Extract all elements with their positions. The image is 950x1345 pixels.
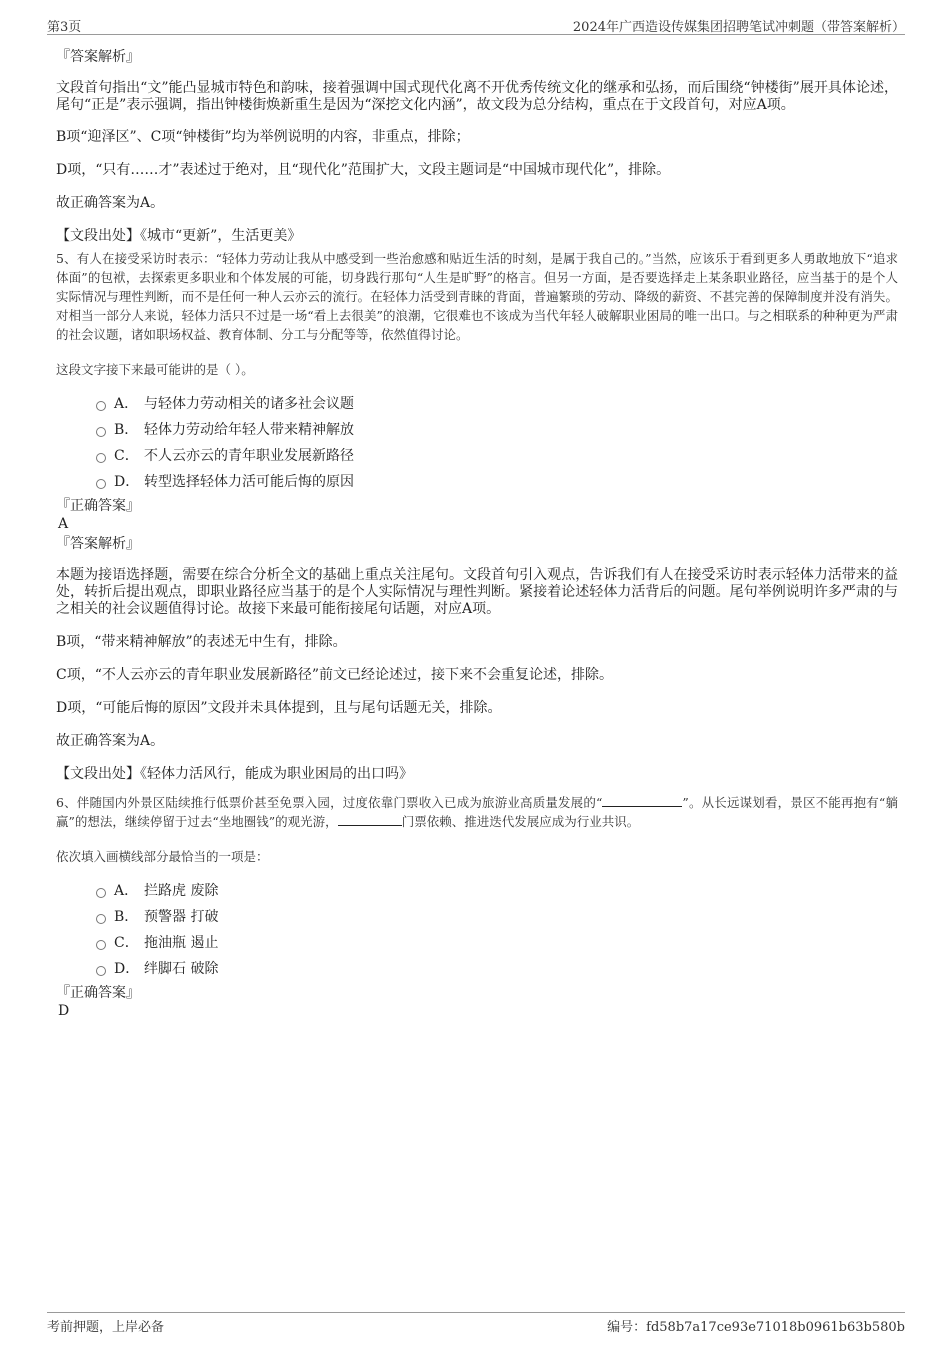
radio-icon[interactable] bbox=[96, 966, 106, 976]
q5-answer: A bbox=[58, 516, 69, 532]
document-code: 编号：fd58b7a17ce93e71018b0961b63b580b bbox=[607, 1320, 905, 1335]
q5-analysis-para-1: 本题为接语选择题，需要在综合分析全文的基础上重点关注尾句。文段首句引入观点，告诉我们有人在接受采访时表示轻体力活带来的益处，转折后提出观点，即职业路径应当基于的是个人实际情况与理性判断。紧接着论述轻体力活背后的问题。尾句举例说明许多严肃的与之相关的社会议题值得讨论。故接下来最可能衔接尾句话题，对应A项。 bbox=[56, 567, 898, 617]
q6-question: 依次填入画横线部分最恰当的一项是： bbox=[56, 849, 269, 864]
q5-option-d[interactable]: D． 转型选择轻体力活可能后悔的原因 bbox=[96, 469, 898, 495]
q4-analysis-para-2: B项“迎泽区”、C项“钟楼街”均为举例说明的内容，非重点，排除； bbox=[56, 129, 470, 145]
radio-icon[interactable] bbox=[96, 479, 106, 489]
page-footer bbox=[47, 1312, 905, 1335]
radio-icon[interactable] bbox=[96, 888, 106, 898]
radio-icon[interactable] bbox=[96, 427, 106, 437]
q6-answer-label: 『正确答案』 bbox=[56, 985, 140, 1001]
page-header bbox=[47, 14, 905, 35]
q5-analysis-label: 『答案解析』 bbox=[56, 536, 140, 552]
q5-analysis-para-2: B项，“带来精神解放”的表述无中生有，排除。 bbox=[56, 634, 347, 650]
q6-options bbox=[56, 878, 898, 982]
q5-option-b[interactable]: B． 轻体力劳动给年轻人带来精神解放 bbox=[96, 417, 898, 443]
q4-analysis-para-3: D项，“只有……才”表述过于绝对，且“现代化”范围扩大，文段主题词是“中国城市现代化”，排除。 bbox=[56, 162, 671, 178]
q5-answer-label: 『正确答案』 bbox=[56, 498, 140, 514]
footer-slogan: 考前押题，上岸必备 bbox=[47, 1320, 165, 1335]
q4-analysis-label: 『答案解析』 bbox=[56, 49, 140, 65]
radio-icon[interactable] bbox=[96, 940, 106, 950]
q6-answer: D bbox=[58, 1003, 70, 1019]
q4-source: 【文段出处】《城市“更新”，生活更美》 bbox=[56, 228, 302, 244]
q5-options bbox=[56, 391, 898, 495]
radio-icon[interactable] bbox=[96, 914, 106, 924]
q5-stem: 5、有人在接受采访时表示：“轻体力劳动让我从中感受到一些治愈感和贴近生活的时刻，是属于我自己的。”当然，应该乐于看到更多人勇敢地放下“追求体面”的包袱，去探索更多职业和个体发展的可能，切身践行那句“人生是旷野”的格言。但另一方面，是否要选择走上某条职业路径，应当基于的是个人实际情况与理性判断，而不是任何一种人云亦云的流行。在轻体力活受到青睐的背面，普遍繁琐的劳动、降级的薪资、不甚完善的保障制度并没有消失。对相当一部分人来说，轻体力活只不过是一场“看上去很美”的浪潮，它很难也不该成为当代年轻人破解职业困局的唯一出口。与之相联系的种种更为严肃的社会议题，诸如职场权益、教育体制、分工与分配等等，依然值得讨论。 bbox=[56, 251, 898, 342]
q6-option-a[interactable]: A． 拦路虎 废除 bbox=[96, 878, 898, 904]
q5-question: 这段文字接下来最可能讲的是（ ）。 bbox=[56, 362, 254, 377]
document-title: 2024年广西造设传媒集团招聘笔试冲刺题（带答案解析） bbox=[572, 20, 905, 35]
fill-blank-1 bbox=[602, 794, 682, 807]
q5-source: 【文段出处】《轻体力活风行，能成为职业困局的出口吗》 bbox=[56, 766, 413, 782]
q5-analysis-para-3: C项，“不人云亦云的青年职业发展新路径”前文已经论述过，接下来不会重复论述，排除。 bbox=[56, 667, 614, 683]
radio-icon[interactable] bbox=[96, 453, 106, 463]
q6-option-b[interactable]: B． 预警器 打破 bbox=[96, 904, 898, 930]
page-number: 第3页 bbox=[47, 20, 82, 35]
q5-option-a[interactable]: A． 与轻体力劳动相关的诸多社会议题 bbox=[96, 391, 898, 417]
q5-analysis-para-4: D项，“可能后悔的原因”文段并未具体提到，且与尾句话题无关，排除。 bbox=[56, 700, 502, 716]
q6-option-d[interactable]: D． 绊脚石 破除 bbox=[96, 956, 898, 982]
q5-analysis-para-5: 故正确答案为A。 bbox=[56, 733, 165, 749]
fill-blank-2 bbox=[338, 813, 402, 826]
q6-option-c[interactable]: C． 拖油瓶 遏止 bbox=[96, 930, 898, 956]
q4-analysis-para-1: 文段首句指出“文”能凸显城市特色和韵味，接着强调中国式现代化离不开优秀传统文化的继承和弘扬，而后围绕“钟楼街”展开具体论述，尾句“正是”表示强调，指出钟楼街焕新重生是因为“深挖文化内涵”，故文段为总分结构，重点在于文段首句，对应A项。 bbox=[56, 80, 898, 113]
q5-option-c[interactable]: C． 不人云亦云的青年职业发展新路径 bbox=[96, 443, 898, 469]
q6-stem: 6、伴随国内外景区陆续推行低票价甚至免票入园，过度依靠门票收入已成为旅游业高质量发展的“ ”。从长远谋划看，景区不能再抱有“躺赢”的想法，继续停留于过去“坐地圈钱”的观光游， 门票依赖、推进迭代发展应成为行业共识。 bbox=[56, 795, 898, 829]
q4-analysis-para-4: 故正确答案为A。 bbox=[56, 195, 165, 211]
page-content bbox=[56, 46, 898, 1020]
radio-icon[interactable] bbox=[96, 401, 106, 411]
